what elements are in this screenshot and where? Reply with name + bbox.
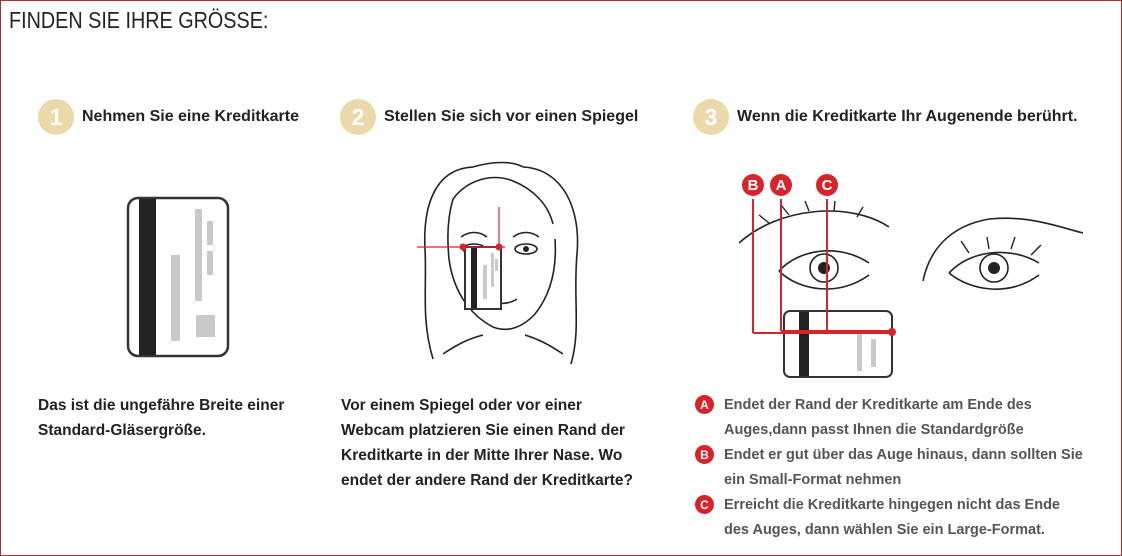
option-b-text — [724, 443, 1083, 493]
option-line: Erreicht die Kreditkarte hingegen nicht das Ende — [724, 497, 1060, 513]
step-number-badge: 2 — [340, 99, 376, 135]
option-line: Endet er gut über das Auge hinaus, dann sollten Sie — [724, 447, 1083, 463]
option-a — [695, 393, 1115, 443]
label-c-marker: C — [821, 177, 833, 194]
option-c-text — [724, 493, 1060, 543]
face-mirror-illustration — [413, 159, 591, 369]
eye-card-measurement-illustration — [739, 171, 1115, 381]
description-line: Standard-Gläsergröße. — [38, 422, 206, 439]
description-line: Webcam platzieren Sie einen Rand der — [341, 422, 625, 439]
option-letter-badge: B — [695, 445, 714, 464]
option-line: Endet der Rand der Kreditkarte am Ende des — [724, 397, 1032, 413]
step-3-title: Wenn die Kreditkarte Ihr Augenende berührt. — [737, 108, 1078, 125]
credit-card-illustration — [125, 195, 231, 359]
description-line: Das ist die ungefähre Breite einer — [38, 397, 285, 414]
step-1-description — [38, 393, 328, 443]
option-line: Auges,dann passt Ihnen die Standardgröße — [724, 422, 1024, 438]
step-2-description — [341, 393, 681, 493]
label-b-marker: B — [747, 177, 759, 194]
step-number-badge: 1 — [38, 99, 74, 135]
step-3-header — [693, 99, 1078, 135]
step-2-header — [340, 99, 638, 135]
option-line: des Auges, dann wählen Sie ein Large-Format. — [724, 522, 1045, 538]
description-line: Vor einem Spiegel oder vor einer — [341, 397, 582, 414]
option-letter-badge: A — [695, 395, 714, 414]
description-line: endet der andere Rand der Kreditkarte? — [341, 472, 633, 489]
option-letter-badge: C — [695, 495, 714, 514]
step-number-badge: 3 — [693, 99, 729, 135]
page-title: FINDEN SIE IHRE GRÖSSE: — [9, 7, 269, 33]
option-c — [695, 493, 1115, 543]
step-1-header — [38, 99, 299, 135]
label-a-marker: A — [775, 177, 787, 194]
option-b — [695, 443, 1115, 493]
step-2-title: Stellen Sie sich vor einen Spiegel — [384, 108, 639, 125]
step-1-title: Nehmen Sie eine Kreditkarte — [82, 108, 299, 125]
option-a-text — [724, 393, 1032, 443]
option-line: ein Small-Format nehmen — [724, 472, 902, 488]
description-line: Kreditkarte in der Mitte Ihrer Nase. Wo — [341, 447, 623, 464]
